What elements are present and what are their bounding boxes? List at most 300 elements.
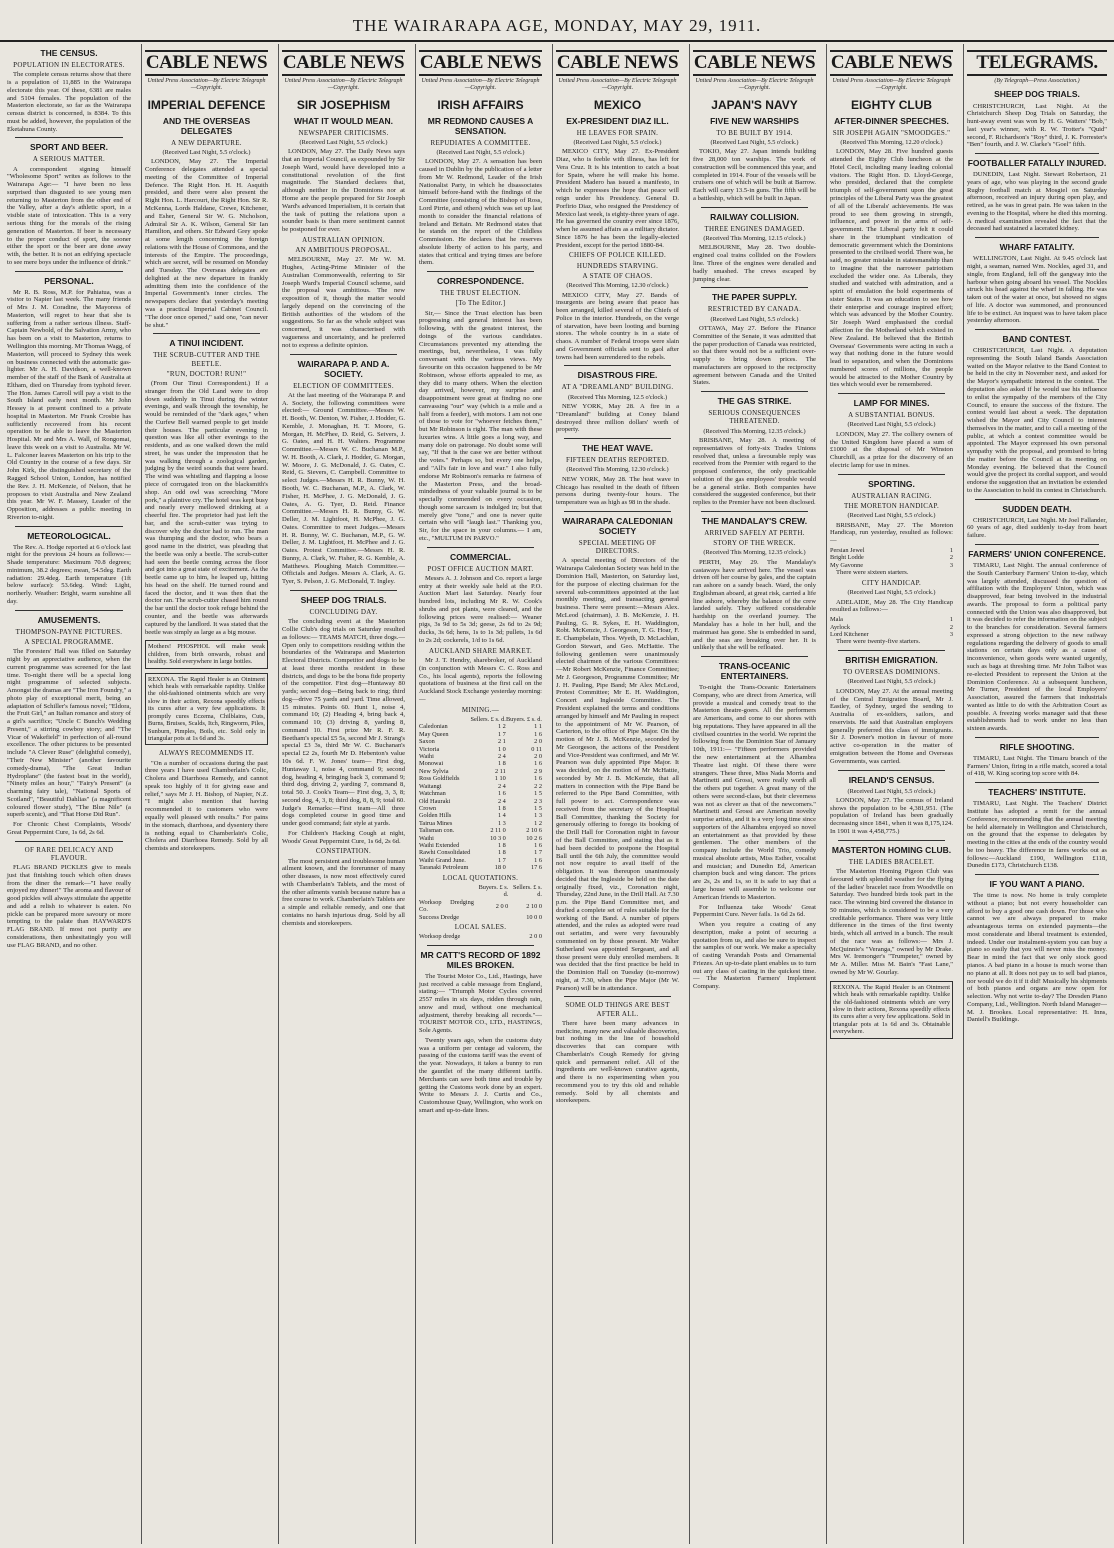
subheadline: A SUBSTANTIAL BONUS. (848, 411, 935, 420)
table-cell: 1 1 (534, 723, 542, 731)
article-body: LONDON, May 27. A sensation has been caused in Dublin by the publication of a letter from Mr W. Redmond, Leader of the Irish Nationalist Party, in which he disassociates himself before-hand with the findings of the Committee (consisting of the Bishop of Ross, Lord Pirrie, and others) which was set up last month to consider the financial relations of Ireland and Britain. Mr Redmond states that he stands on the report of the Childless Commission. He declares that he reserves absolute liberty of action to his party, and states that critical and trying times are before them. (419, 158, 542, 267)
table-cell: 18 0 (494, 864, 506, 872)
table-cell: Taranaki Petroleum (419, 864, 469, 872)
divider (427, 271, 534, 272)
subheadline: MINING.— (461, 705, 500, 714)
subheadline: CONSTIPATION. (315, 847, 372, 856)
section-banner: CABLE NEWS (145, 50, 268, 76)
table-row (419, 820, 542, 827)
byline: United Press Association—By Electric Telegraph—Copyright. (421, 78, 540, 92)
article-body: The concluding event at the Masterton Collie Club's dog trials on Saturday resulted as follows:— TEAMS MATCH, three dogs.— Open only to competitors residing within the boundaries of the Wairarapa and Masterton Electoral Districts. Competitor and dogs to be at least three months resident in these districts, and dogs to be the bona fide property of the competitor. First dog—Huntaway 80 yards; second dog—Being back to ring; third dog—drive 75 yards and yard. Time allowed, 15 minutes. Points 60. Hunt 1, noise 4, command 10; (2) Heading 4, bring back 4, command 10; (3) driving 8, yarding 8, command 10. First prize Mr R. F. R. Beetham's special £5 5s, second Mr J. Strang's special £3 3s, third Mr W. C. Buchanan's special £2 2s, fourth Mr D. Hebenton's value 10s 6d. F. W. Jones' team— First dog, Huntaway 1, noise 4, command 9; second dog, heading 4, bringing back 3, command 9; third dog, driving 2, yarding 7, command 8, total 50. J. Cook's Team— First dog, 3, 3, 8; second dog, 4, 3, 8; third dog, 8, 8, 9; total 60. Judge's Remarks:—First team—All three dogs completed course in good time and under good command; fair style at yards. (282, 618, 405, 828)
column-7 (826, 44, 956, 1544)
subheadline: [To The Editor.] (455, 299, 506, 308)
subheadline: ALWAYS RECOMMENDS IT. (158, 749, 255, 758)
column-1 (4, 44, 134, 1544)
subheadline: TO OVERSEAS DOMINIONS. (842, 668, 941, 677)
divider (15, 841, 123, 842)
received-line: (Received Last Night, 5.5 o'clock.) (847, 589, 936, 597)
table-row (419, 899, 542, 914)
table-cell: Ayrlock (830, 623, 851, 631)
received-line: (Received Last Night, 5.5 o'clock.) (162, 149, 251, 156)
table-cell: 1 6 (534, 730, 542, 738)
byline: United Press Association—By Electric Telegraph—Copyright. (147, 78, 266, 92)
table-cell: Waihi (419, 834, 434, 842)
divider (153, 333, 260, 334)
mining-table (419, 716, 542, 872)
table-cell: Mala (830, 616, 843, 624)
subheadline: RESTRICTED BY CANADA. (707, 305, 802, 314)
divider (838, 474, 945, 475)
divider (975, 782, 1099, 783)
article-body: The Tourist Motor Co., Ltd., Hastings, have just received a cable message from England, stating:— "Triumph Motor Cycles covered 2557 miles in six days, ridden through rain, snow and mud, without one mechanical adjustment, thereby breaking all records."— TOURIST MOTOR CO., LTD., HASTINGS, Sole Agents. (419, 972, 542, 1035)
table-cell: Rawhi Consolidated (419, 849, 471, 857)
subheadline: AUSTRALIAN OPINION. (302, 235, 385, 244)
article-body: When you require a coating of any description, make a point of securing a quotation from us, and also be sure to inspect the samples of our work. We make a specialty of casting Verandah Posts and Ornamental Friezes. An up-to-date plant enables us to turn out any class of casting in the quickest time.— The Masterton Farmers' Implement Company. (693, 921, 816, 991)
subheadline: POST OFFICE AUCTION MART. (427, 564, 534, 573)
table-cell: Bright Lodde (830, 554, 864, 562)
section-banner: CABLE NEWS (693, 50, 816, 76)
table-cell: 10 0 0 (526, 913, 542, 921)
subheadline: HE LEAVES FOR SPAIN. (576, 128, 659, 137)
headline: AMUSEMENTS. (37, 614, 101, 625)
article-body: At the last meeting of the Wairarapa P. and A. Society, the following committees were elected:— Ground Committee.—Messrs W. H. Booth, W. Denton, W. Fisher, J. Hodder, G. Kemble, J. Monaghan, H. T. Moore, G. Morgan, H. McPhee, D. Reid, G. Seivers, J. G. Oates, and H. H. Walters. Programme Committee.—Messrs W. C. Buchanan M.P., W. H. Booth, A. Clark, J. Hodder, G. Morgan, W. Moore, J. G. McDonald, J. G. Oates, C. Reid, G. Sievers, C. Campbell. Committee to select Judges.—Messrs H. R. Bunny, W. H. Booth, W. C. Buchanan, M.P., A. Clark, W. Fisher, H. McPhee, J. G. McDonald, J. G. Oates, A. G. Tyer, D. Reid. Finance Committee.—Messrs H. R. Bunny, G. W. Deller, J. M. Lightfoot, H. McPhee, J. G. Oates. Committee to meet Judges.—Messrs H. R. Bunny, W. C. Buchanan, M.P., G. W. Deller, J. M. Lightfoot, H. McPhee and J. G. Oates. Protest Committee.—Messrs H. R. Bunny, A. Clark, W. Fisher, R. G. Kemble, A. Matthews. Ploughing Match Committee.—Officials and Judges. Messrs A. Clark, A. G. Tyer, S. Pelson, J. G. McDonald, T. Ingley. (282, 391, 405, 586)
table-row (419, 857, 542, 864)
table-header (419, 716, 470, 723)
advertisement: For Influenza take Woods' Great Peppermint Cure. Never fails. 1s 6d 2s 6d. (693, 903, 816, 919)
headline: IRISH AFFAIRS (437, 97, 524, 112)
article-body: The time is now. No home is truly complete without a piano; but not every householder can afford to buy a good one cash down. For those who cannot we are always prepared to make advantageous terms on extended payments—the most considerate and liberal treatment is extended, indeed. Under our instalment-system you can buy a piano so easily that you will never miss the money. Bear in mind the fact that we only stock good pianos. A bad piano in a house is much worse than no piano at all. It does not pay us to sell bad pianos, nor would we do it if it did! Musically his shipments of both pianos and organs are now open for selection. Why not write to-day? The Dresden Piano Company, Ltd., Wellington. North Island Manager—M. J. Brookes. Local representative: H. Inns, Daniell's Buildings. (967, 892, 1107, 1024)
table-header: Buyers. £ s. d. (505, 715, 542, 723)
headline: TRANS-OCEANIC ENTERTAINERS. (718, 661, 791, 682)
divider (701, 391, 808, 392)
table-row (419, 914, 542, 921)
table-row (830, 554, 953, 561)
table-cell (474, 914, 508, 921)
advertisement: For Children's Hacking Cough at night, Woods' Great Peppermint Cure, 1s 6d, 2s 6d. (282, 829, 405, 845)
received-line: (Received This Morning, 12.35 o'clock.) (703, 549, 806, 557)
table-row (419, 746, 542, 753)
table-cell: 2 4 (497, 797, 506, 805)
received-line: (Received Last Night, 5.5 o'clock.) (710, 315, 799, 323)
table-cell: 2 0 0 (529, 933, 542, 941)
table-cell: 3 (949, 561, 953, 569)
headline: BAND CONTEST. (1002, 334, 1072, 345)
divider (975, 737, 1099, 738)
article-body: PERTH, May 29. The Mandalay's castaways have arrived here. The vessel was driven off her course by gales, and the captain ran ashore on a sandy beach. Ward, the only Englishman aboard, at great risk, carried a life line ashore, whereby the balance of the crew landed safely. They suffered considerable hardship on the overland journey. The Mandalay has a hole in her hull, and the mainmast has gone. She is embedded in sand, and the seas are breaking over her. It is unlikely that she will be refloated. (693, 558, 816, 652)
divider (701, 511, 808, 512)
article-body: "On a number of occasions during the past three years I have used Chamberlain's Colic, Cholera and Diarrhoea Remedy, and cannot speak too highly of it for giving ease and relief," says Mr J. H. Bishop, of Napier, N.Z. "I might also mention that having recommended it to customers who were equally well pleased with results." For pains in the stomach, diarrhoea, and dysentery there is nothing equal to Chamberlain's Colic, Cholera and Diarrhoea Remedy. Sold by all chemists and storekeepers. (145, 759, 268, 853)
divider (290, 354, 397, 355)
received-line: (Received Last Night, 5.5 o'clock.) (299, 138, 388, 146)
article-body: MEXICO CITY, May 27. Bands of insurgents are being aware that peace has been arranged, killed several of the Chiefs of Police in the interior. Hundreds, on the verge of starvation, have been looting and burning stores. The whole country is in a state of chaos. A number of Federal troops were slain and Government officials sent to gaol after towns had been surrendered to the rebels. (556, 291, 679, 361)
moreton-results-table (830, 547, 953, 569)
subheadline: A STATE OF CHAOS. (582, 271, 653, 280)
headline: THE MANDALAY'S CREW. (701, 515, 808, 526)
article-body: Mr R. B. Ross, M.P. for Pahiatua, was a visitor to Napier last week. The many friends of Mrs J. M. Coradine, the Mayoress of Masterton, will regret to hear that she is suffering from a rather serious illness. Staff-Captain Newbold, of the Salvation Army, who has been on a visit to Masterton, returns to Wellington this morning. Mr Thomas Wagg, of Masterton, will proceed to Sydney this week on business connected with the automatic gas-lighter. Mr A. H. Davidson, a well-known member of the staff of the Bank of Australia at Eltham, died on Thursday from typhoid fever. The Hon. James Carroll will pay a visit to the South Island early next month. Mr John Hessey is at present confined to a private hospital in Masterton. Mr Frank Crosbie has sufficiently recovered from his recent operation to be able to leave the Masterton Hospital. Mr and Mrs A. Wall, of Rongomai, leave this week on a visit to Australia. Mr W. L. Falconer leaves Masterton on his trip to the Old Country in the course of a few days. Sir John Kirk, the distinguished secretary of the Ragged School Union, London, has notified the Rev. J. H. McKenzie, of Nelson, that he proposes to visit Australia and New Zealand this year. Mr W. F. Massey, Leader of the Opposition, addresses a public meeting in Riverton to-night. (7, 288, 131, 521)
subheadline: "RUN, DOCTOR! RUN!" (166, 369, 247, 378)
section-banner: CABLE NEWS (830, 50, 953, 76)
table-cell: 1 8 (497, 849, 506, 857)
table-header: Buyers. £ s. d. (478, 883, 509, 899)
byline: United Press Association—By Electric Telegraph—Copyright. (284, 78, 403, 92)
received-line: (Received Last Night, 5.5 o'clock.) (710, 138, 799, 146)
headline: DISASTROUS FIRE. (577, 370, 658, 381)
table-row (419, 738, 542, 745)
divider (15, 271, 123, 272)
table-cell: Golden Hills (419, 812, 452, 820)
masthead-title: THE WAIRARAPA AGE, MONDAY, MAY 29, 1911. (352, 16, 762, 35)
section-banner: CABLE NEWS (419, 50, 542, 76)
article-body: The Foresters' Hall was filled on Saturday night by an appreciative audience, when the current programme was screened for the last time. To-night there will be a special long night programme of selected subjects. Amongst the dramas are "The Iron Foundry," a photo play of exceptional merit, being an adaptation of Schiller's famous novel; "Eldora, the Fruit Girl," an Italian romance and story of a girl's sacrifice; "Uncle C Bunch's Wedding Present," a stirring cowboy story; and "The Vicar of Wakefield" in perfection of all-round excellence. The other pictures to be presented include "A Clever Ruse" (delightful comedy), "Their New Minister" (another favourite comedy-drama), "The Great Indian Hydroplane" (the fastest boat in the world), "Ninety miles an hour," "Fairy's Present" (a charming fairy tale), "National Sports of Scotland", "Beautiful Dahlias" (a magnificent coloured flower study), "The Blue Nile" (a superb scenic), and "That Horse Did Run". (7, 648, 131, 819)
subheadline: SIR JOSEPH AGAIN "SMOODGES." (832, 128, 951, 137)
headline: SUDDEN DEATH. (1002, 503, 1072, 514)
article-body: LONDON, May 27. The Daily News says that an Imperial Council, as expounded by Sir Joseph Ward, would have developed into a constitutional revolution of the first magnitude. The Standard declares that, although neither in the Dominions nor at Home are the people prepared for Sir Joseph Ward's advanced Imperialism, it is certain that the task of putting the relations upon a sounder basis is than mere sentiment cannot be postponed for ever. (282, 148, 405, 234)
received-line: (Received This Morning, 12.5 o'clock.) (567, 393, 668, 401)
article-body: The Masterton Homing Pigeon Club was favoured with splendid weather for the flying of the ladies' bracelet race from Woodville on Saturday. Two hundred birds took part in the race. The winning bird covered the distance in 50 minutes, which is considered to be a very creditable performance. There was very little difference in the times of the first twenty birds, which all arrived in a bunch. The result of the race was as follows:— Mrs J. McQuinnie's "Veranga," owned by Mr Drake. Mrs W. Iremonger's "Trumpeter," owned by Mr A. Miller. Miss M. Bain's "Fast Lane," owned by Mr W. Gourlay. (830, 868, 953, 976)
article-body: LONDON, May 27. The census of Ireland shows the population to be 4,381,951. (The population of Ireland has been gradually decreasing since 1841, when it was 8,175,124. In 1901 it was 4,458,775.) (830, 796, 953, 835)
article-body: There were twenty-five starters. (836, 638, 921, 646)
divider (975, 874, 1099, 875)
table-row (419, 835, 542, 842)
subheadline: THE MORETON HANDICAP. (843, 501, 940, 510)
article-body: Messrs A. J. Johnson and Co. report a large entry at their weekly sale held at the P.O. Auction Mart last Saturday. Nearly four hundred lots, including Mr R. W. Cook's shrubs and pot plants, were cleared, and the following prices were realised:— Weaner pigs, 3s 9d to 5s 3d; geese, 2s 6d to 2s 9d; ducks, 3s 6d; hens, 1s to 1s 3d; pullets, 1s 6d to 2s 2d; cockerels, 1/d to 1s 6d. (419, 574, 542, 645)
table-cell: 17 6 (530, 864, 542, 872)
columns (4, 44, 1110, 1544)
headline: SHEEP DOG TRIALS. (994, 89, 1080, 100)
table-cell: 1 (949, 546, 953, 554)
divider (975, 153, 1099, 154)
received-line: (Received This Morning, 12.35 o'clock.) (703, 427, 806, 435)
table-cell: 2 4 (497, 752, 506, 760)
table-row (419, 849, 542, 856)
subheadline: ELECTION OF COMMITTEES. (293, 381, 394, 390)
column-5 (552, 44, 682, 1544)
column-8 (963, 44, 1110, 1544)
table-cell: 2 0 (534, 752, 542, 760)
article-body: LONDON, May 27. At the annual meeting of the Central Emigration Board, Mr J. Eastley, of Sydney, urged the sending to Australia of ex-soldiers, sailors, and reservists. He said that Australian employers generally preferred this class of immigrants. Sir J. Downer's motion in favour of more active co-operation in the matter of emigration between the Home and Overseas Governments, was carried. (830, 687, 953, 765)
headline: FARMERS' UNION CONFERENCE. (968, 549, 1106, 560)
table-cell: 2 (949, 554, 953, 562)
headline: RIFLE SHOOTING. (999, 741, 1075, 752)
table-cell: 1 6 (534, 842, 542, 850)
table-header-row (419, 716, 542, 723)
article-body: LONDON, May 27. The Imperial Conference delegates attended a special meeting of the Committee of Imperial Defence. The Right Hon. H. H. Asquith presided, and there were also present the Right Hon. L. Harcourt, the Right Hon. Sir R. McKenna, Lords Haldane, Crewe, Kitchener, and Esher, General Sir W. G. Nicholson, Admiral Sir A. K. Wilson, General Sir Ian Hamilton, and others. Sir Edward Grey spoke at some length concerning the foreign relations with the House of Commons, and the interests of the Empire. The proceedings, which are secret, will be resumed on Monday and Tuesday. The Overseas delegates are delighted at the new departure in frankly admitting them into the confidence of the Imperial Government's inner circles. The newspapers declare that yesterday's meeting was a practical Imperial Cabinet Council. "The door once opened," said one, "can never be shut." (145, 158, 268, 329)
table-row (419, 783, 542, 790)
headline: THE PAPER SUPPLY. (711, 292, 798, 303)
subheadline: OF RARE DELICACY AND FLAVOUR. (24, 845, 114, 862)
table-row (419, 723, 542, 730)
article-body: There were sixteen starters. (836, 569, 909, 577)
table-cell: Lord Kitchener (830, 630, 869, 638)
headline: JAPAN'S NAVY (711, 97, 798, 112)
table-cell: Monowai (419, 760, 444, 768)
table-row (419, 775, 542, 782)
subheadline: SOME OLD THINGS ARE BEST AFTER ALL. (565, 1001, 670, 1018)
subheadline: AND THE OVERSEAS DELEGATES (162, 115, 251, 136)
article-body: CHRISTCHURCH, Last Night. A deputation representing the South Island Bands Association waited on the Mayor relative to the Band Contest to be held in the city in November next, and asked for the Mayor's sympathetic interest in the contest. The deputation also asked if he would use his influence to enlist the sympathy of the members of the City Council, to ensure the success of the fixture. The contest would last about a week. The deputation wished the Mayor and City Council to interest themselves in the matter, and to call a meeting of the public, at which a contest committee would be appointed. The Mayor expressed his own personal sympathy with the proposal, and promised to bring the matter before the Council at its meeting on Monday evening. He believed that the Council would give the project its cordial support, and would endorse the suggestion that an invitation be extended to the Association to hold its contest in Christchurch. (967, 347, 1107, 494)
column-2 (141, 44, 271, 1544)
subheadline: REPUDIATES A COMMITTEE. (430, 138, 531, 147)
article-body: DUNEDIN, Last Night. Stewart Robertson, 21 years of age, who was playing in the second grade Rugby football match at Mosgiel on Saturday afternoon, received an injury during open play, and retired, as he was in great pain. He was taken in the evening to the Hospital, where he died this morning. A medical examination revealed the fact that the deceased had sustained a lacerated kidney. (967, 171, 1107, 233)
table-cell: 1 2 (497, 723, 506, 731)
headline: RAILWAY COLLISION. (710, 211, 799, 222)
table-row (419, 760, 542, 767)
article-body: LONDON, May 27. The colliery owners of the United Kingdom have placed a sum of £1000 at the disposal of Mr Winston Churchill, as a prize for the discovery of an electric lamp for use in mines. (830, 430, 953, 469)
table-cell: 1 5 (534, 804, 542, 812)
table-cell: 2 11 (495, 767, 506, 775)
subheadline: HUNDREDS STARVING. (576, 261, 659, 270)
table-row (419, 842, 542, 849)
table-cell: 1 8 (497, 760, 506, 768)
headline: IF YOU WANT A PIANO. (989, 879, 1085, 890)
article-body: There have been many advances in medicine, many new and valuable discoveries, but nothing in the line of household discoveries that can compare with Chamberlain's Cough Remedy for giving quick and permanent relief. All of the ingredients are well-known curative agents, and there is no experimenting when you recommend you to try this old and reliable remedy. Sold by all chemists and storekeepers. (556, 1019, 679, 1105)
subheadline: THOMPSON-PAYNE PICTURES. (15, 627, 123, 636)
table-row (830, 616, 953, 623)
headline: FOOTBALLER FATALLY INJURED. (967, 158, 1107, 169)
subheadline: EX-PRESIDENT DIAZ ILL. (566, 115, 669, 126)
table-cell: 0 11 (531, 745, 542, 753)
table-row (830, 624, 953, 631)
subheadline: AUSTRALIAN RACING. (851, 491, 932, 500)
article-body: WELLINGTON, Last Night. At 9.45 o'clock last night, a seaman, named Wm. Nockles, aged 31, and single, from England, fell off the gangway into the harbour when going aboard his vessel. The Nockles struck his head against the wharf in falling. He was taken out of the water at once, but showed no signs of life. A doctor was summoned, and pronounced life to be extinct. An inquest was to have taken place yesterday afternoon. (967, 255, 1107, 325)
article-body: TIMARU, Last Night. The Teachers' District Institute has adopted a remit for the annual Conference, recommending that the annual meeting be held alternately in Wellington and Christchurch, on the ground that the expense to delegates by meeting in the cities at the ends of the country would be too heavy. The difference in fares works out as follows:—Auckland £190, Wellington £118, Dunedin £173, Christchurch £138. (967, 800, 1107, 870)
table-cell: Talisman con. (419, 827, 455, 835)
advertisement (145, 673, 268, 746)
divider (975, 329, 1099, 330)
received-line: (Received This Morning, 12.30 o'clock.) (566, 282, 669, 290)
subheadline: NEWSPAPER CRITICISMS. (298, 128, 389, 137)
divider (701, 656, 808, 657)
article-body: MELBOURNE, May 27. Mr W. M. Hughes, Acting-Prime Minister of the Australian Commonwealth, referring to Sir Joseph Ward's Imperial Council scheme, said the proposal was ambitious. The new exposition of it, though the matter would largely depend on the convincing of the British authorities of the wisdom of the suggestions. So far as the whole subject was concerned, it was characterised with vagueness and uncertainty, and he preferred not to express a definite opinion. (282, 256, 405, 349)
divider (15, 610, 123, 611)
divider (427, 945, 534, 946)
headline: COMMERCIAL. (450, 551, 511, 562)
article-body: (From Our Tinui Correspondent.) If a stranger from the Old Land were to drop down suddenly in Tinui during the winter evenings, and walk through the township, he would be reminded of the "dark ages," when the Curfew Bell warned people to get inside their houses. The particular evening in question was like all other evenings to the residents, and as one walked down the mild street, he was under the impression that he was walking through a zoological garden, judging by the weird sounds that were heard. The wind was whistling and flapping a loose piece of corrugated iron on the blacksmith's shop. An odd owl was screeching "More pork," a plaintive cry. The hotel was kept busy and nearly every mellowed drinking at a cheerful fire. The proprietor had just left the bar, and the scrub-cutter was trying to discover why the doctor had to run. The man was thumping and the doctor, who bears a good name in the district, was pleading that the beetle was only a beetle. The scrub-cutter had seen the beetle coming across the floor and got into a great state of excitement. As the beetle came up to him, he leaped up, hitting his head on the shelf. He turned round and faced the doctor, and it was then that the doctor ran. The scrub-cutter chased him round the bar until the doctor took refuge behind the counter, and the beetle was afterwards captured by the landlord. It was stated that the beetle was simply as large as a big mouse. (145, 380, 268, 636)
table-cell: Watchman (419, 790, 446, 798)
table-cell: Waihi (419, 752, 434, 760)
subheadline: LOCAL SALES. (454, 923, 507, 932)
column-3 (278, 44, 408, 1544)
local-table (419, 884, 542, 921)
table-row (419, 812, 542, 819)
divider (15, 526, 123, 527)
article-body: OTTAWA, May 27. Before the Finance Committee of the Senate, it was admitted that the paper production of Canada was restricted, so that there would not be a sufficient over-supply to bring down prices. The manufacturers are opposed to the reciprocity agreement between Canada and the United States. (693, 324, 816, 387)
subheadline: LOCAL QUOTATIONS. (442, 873, 519, 882)
article-body: Mr J. T. Hendry, sharebroker, of Auckland (in conjunction with Messrs C. C. Ross and Co., his local agents), reports the following quotations of business at the first call on the Auckland Stock Exchange yesterday morning:— (419, 657, 542, 703)
article-body: LONDON, May 28. Five hundred guests attended the Eighty Club luncheon at the Hotel Cecil, including many leading colonial visitors. The Right Hon. D. Lloyd-George, who presided, declared that the complete triumph of self-government upon the great principles of the Liberal Party was the greatest of all of the Liberals' achievements. He was proud to see them growing in strength, influence, and power in the arms of self-government. The Liberal party felt it could share in the triumphant vindication of democratic government which the Dominions presented to the civilised world. There was, he said, no greater mistake in statesmanship than to imagine that the narrower patriotism excluded the wider one. As Liberals, they studied and watched with admiration, and a spirit of emulation the bold experiments of sister States. It was an education to see how their enterprise and courage inspired effort; which was advanced by the Mother Country. Sir Joseph Ward emphasised the cordial affection for the Motherland which existed in New Zealand. He believed that the British Overseas' Governments were acting in such a way that nothing done in the future would lead to separation, and when the Dominions numbered scores of millions, the people would be attracted to the Mother Country by ties which would ever be remembered. (830, 148, 953, 389)
divider (701, 287, 808, 288)
table-header-row (419, 884, 542, 899)
headline: MASTERTON HOMING CLUB. (831, 844, 952, 855)
table-row (419, 805, 542, 812)
table-cell: Waitangi (419, 782, 442, 790)
divider (564, 511, 671, 512)
headline: MEXICO (593, 97, 642, 112)
article-body: FLAG BRAND PICKLES give to meals just that finishing touch which often draws from the diner the remark—"I have really enjoyed my dinner!" The aroma and flavour of good pickles will always stimulate the appetite and add a relish to whatever is eaten. No pickle can be prepared more savoury or more tempting to the palate than HAYWARD'S FLAG BRAND. If most not purity are considerations, then unhesitatingly you will use FLAG BRAND, and no other. (7, 864, 131, 949)
table-cell: 1 6 (534, 760, 542, 768)
subheadline: FIVE NEW WARSHIPS (710, 115, 799, 126)
table-cell: 1 3 (497, 819, 506, 827)
divider (427, 547, 534, 548)
table-cell: 2 0 0 (495, 902, 509, 910)
headline: WAIRARAPA P. AND A. SOCIETY. (297, 358, 390, 379)
headline: WAIRARAPA CALEDONIAN SOCIETY (562, 515, 673, 536)
byline: United Press Association—By Electric Telegraph—Copyright. (695, 78, 814, 92)
table-cell: 1 8 (497, 842, 506, 850)
table-cell: 1 7 (497, 730, 506, 738)
received-line: (Received Last Night, 5.5 o'clock.) (847, 512, 936, 520)
table-row (419, 864, 542, 871)
article-body: MEXICO CITY, May 27. Ex-President Diaz, who is feeble with illness, has left for Vera Cruz. It is his intention to catch a boat for Spain, where he will make his home. President Madero has issued a manifesto, in which he expresses the hope that peace will reign under his Presidency. General D. Porfirio Diaz, who resigned the Presidency of Mexico last week, is eighty-three years of age. He has governed the country ever since 1876, when he assumed affairs as a military dictator. Since 1876 he has been the legally-elected President, except for the period 1880-84. (556, 148, 679, 249)
table-row (419, 768, 542, 775)
local-sales-table (419, 933, 542, 940)
article-body: TIMARU, Last Night. The Timaru branch of the Farmers' Union, firing in a rifle match, scored a total of 418, W. King scoring top score with 84. (967, 754, 1107, 778)
divider (975, 544, 1099, 545)
divider (290, 590, 397, 591)
table-cell: Persian Jewel (830, 546, 865, 554)
table-cell: Victoria (419, 745, 440, 753)
headline: SHEEP DOG TRIALS. (300, 594, 387, 605)
table-cell: 1 6 (534, 775, 542, 783)
subheadline: AN AMBITIOUS PROPOSAL. (295, 246, 392, 255)
table-cell: Worksop Dredging Co. (419, 898, 474, 914)
article-body: A special meeting of Directors of the Wairarapa Caledonian Society was held in the Dominion Hall, Masterton, on Saturday last, for the purpose of electing chairman for the several sub-committees appointed at the last monthly meeting, and transacting general business. There were present:—Messrs Alex. McLeod (chairman), J. B. McKenzie, J. H. Pauling, G. R. Sykes, E. H. Waddington, Robt. McKenzie, J. Georgeson, T. G. Hoar, F. E. Champbelain, Thos. Wyeth, D. McLachlan, Gordon Stewart, and Geo. McHattie. The following gentlemen were unanimously elected chairmen of the various Committees:—Mr Robert McKenzie, Finance Committee; Mr J. Georgeson, Programme Committee; Mr J. H. Pauling, Pipe Band; Mr Alex McLeod, Protest Committee; Mr E. H. Waddington, Concert and Ingleside Committee. The President explained the terms and conditions arranged by himself and Mr Pauling in respect to the appointment of Mr W. Pearson, of Carterton, to the office of Pipe Major. On the motion of Mr J. B. McKenzie, seconded by Mr Georgeson, the actions of the President and Vice-President was confirmed, and Mr W. Pearson was duly appointed Pipe Major. It was decided, on the motion of Mr McHattie, seconded by Mr J. B. McKenzie, that all matters in connection with the Pipe Band be referred to the Pipe Band Committee, with full power to act. Correspondence was received from the secretary of the Hospital Ball Committee, thanking the Society for generously offering to forego its booking of the Drill Hall for Coronation night in favour of the Ball Committee, and stating that as it had been decided to postpone the Hospital Ball until the 6th July, the committee would not now require to avail itself of the obligation. It was thereupon unanimously decided that the Ingleside be held on the date originally fixed, viz., Coronation night, Thursday, 22nd June, in the Drill Hall. At 7.30 p.m. the Pipe Band Committee met, and drafted a complete set of rules suitable for the working of the Band. A number of pipers attended, and the rules as adopted were read out seriatim, and were very favourably commented on by those present. Mr Walter Sutherland was appointed Sergeant, and all those present were duly enrolled members. It was decided that the first practice be held in the Dominion Hall on Tuesday (to-morrow) night, at 7.30, when the Pipe Major (Mr W. Pearson) will be in attendance. (556, 557, 679, 992)
table-cell: 2 2 (534, 782, 542, 790)
article-body: ADELAIDE, May 28. The City Handicap resulted as follows:— (830, 598, 953, 614)
subheadline: THE TRUST ELECTION. (440, 289, 521, 298)
subheadline: AT A "DREAMLAND" BUILDING. (561, 383, 674, 392)
headline: SPORT AND BEER. (29, 142, 109, 153)
headline: METEOROLOGICAL. (27, 530, 111, 541)
byline: United Press Association—By Electric Telegraph—Copyright. (558, 78, 677, 92)
table-row (419, 790, 542, 797)
table-row (419, 753, 542, 760)
subheadline: CITY HANDICAP. (861, 578, 922, 587)
divider (838, 770, 945, 771)
table-cell: 1 6 (534, 856, 542, 864)
article-body: TIMARU, Last Night. The annual conference of the South Canterbury Farmers' Union to-day, which was largely attended, discussed the question of affiliation with the Employers' Union, which was disapproved, fear being involved in the industrial awards. The proposal to form a political party connected with the Union was also disapproved, but it was decided to refer the information on the subject to the branches for consideration. Several farmers expressed a strong objection to the new railway regulations regarding the delivery of goods to small stations on certain days only as a cause of inconvenience, when goods were wanted urgently, such as bags at threshing time. Mr John Talbot was re-elected President to represent the Union at the Dominion Conference. At a subsequent luncheon, Mr Turner, President of the local Employers' Association, assured the farmers that industrials wanted as little to do with the Arbitration Court as possible. A freezing works manager said that these establishments had to work under no less than sixteen awards. (967, 562, 1107, 733)
subheadline: TO BE BUILT BY 1914. (716, 128, 793, 137)
advertisement (830, 981, 953, 1039)
table-cell: Tairua Mines (419, 819, 453, 827)
subheadline: AUCKLAND SHARE MARKET. (428, 646, 533, 655)
table-cell: 2 4 (497, 782, 506, 790)
subheadline: THREE ENGINES DAMAGED. (704, 224, 805, 233)
divider (564, 438, 671, 439)
table-cell: Success Dredge (419, 913, 460, 921)
subheadline: ARRIVED SAFELY AT PERTH. (704, 528, 805, 537)
table-cell: 1 10 (494, 775, 506, 783)
table-cell: 1 3 (534, 812, 542, 820)
table-cell: 1 6 (497, 790, 506, 798)
divider (975, 499, 1099, 500)
subheadline: AFTER-DINNER SPEECHES. (834, 115, 949, 126)
headline: MR CATT'S RECORD OF 1892 MILES BROKEN. (420, 949, 541, 970)
headline: THE GAS STRIKE. (717, 396, 792, 407)
table-cell: 10 3 0 (490, 834, 506, 842)
table-cell: Worksop dredge (419, 933, 461, 941)
table-row (830, 547, 953, 554)
table-cell: My Gavonne (830, 561, 864, 569)
received-line: (Received This Morning, 12.20 o'clock.) (840, 138, 943, 146)
received-line: (Received Last Night, 5.5 o'clock.) (847, 678, 936, 686)
advertisement (145, 640, 268, 668)
article-body: CHRISTCHURCH, Last Night. Mr Joel Fallander, 60 years of age, died suddenly to-day from heart failure. (967, 516, 1107, 540)
headline: IRELAND'S CENSUS. (848, 774, 935, 785)
table-cell: 2 (949, 623, 953, 631)
table-cell: 1 7 (497, 856, 506, 864)
subheadline: A SERIOUS MATTER. (32, 155, 106, 164)
headline: A TINUI INCIDENT. (169, 338, 244, 349)
subheadline: A NEW DEPARTURE. (171, 138, 242, 147)
subheadline: THE SCRUB-CUTTER AND THE BEETLE. (153, 351, 260, 368)
article-body: NEW YORK, May 28. A fire in a "Dreamland" building at Coney Island destroyed three million dollars' worth of property. (556, 403, 679, 434)
table-cell: 2 3 (534, 797, 542, 805)
table-row (419, 731, 542, 738)
divider (975, 237, 1099, 238)
subheadline: CHIEFS OF POLICE KILLED. (568, 251, 667, 260)
headline: THE HEAT WAVE. (582, 443, 653, 454)
subheadline: STORY OF THE WRECK. (713, 539, 796, 548)
headline: TEACHERS' INSTITUTE. (988, 787, 1086, 798)
article-body: CHRISTCHURCH, Last Night. At the Christchurch Sheep Dog Trials on Saturday, the hunt-away event was won by H. G. Watters' "Bob," last year's winner, with R. W. Trotter's "Quid" second, F. Richardson's "Roy" third, J. K. Forrester's "Ben" fourth, and J. W. Clarke's "Goel" fifth. (967, 102, 1107, 149)
subheadline: THE LADIES BRACELET. (848, 857, 935, 866)
article-body: BRISBANE, May 28. A meeting of representatives of forty-six Trades Unions resolved that, unless a favourable reply was received from the Premier with regard to the proposed conference, the only practicable solution of the gas employees' trouble would be a general strike. Both companies have considered the suggested conference, but their replies to the Premier have not been disclosed. (693, 437, 816, 507)
table-cell: 1 0 (497, 745, 506, 753)
article-body: To-night the Trans-Oceanic Entertainers Company, who are direct from America, will provide a musical and comedy treat to the Masterton theatre-goers. All the performers are Americans, and come to our shores with big reputations. They have appeared in all the civilised countries in the world. We reprint the following from the Dominion Star of January 10th, 1911:— "Fifteen performers provided the new entertainment at the Alhambra Theatre last night. Of these there were strangers. These three, Miss Nada Morris and Martinetti and Grossi, were really worth all the others put together. A great many of the others were second-class, but their cleverness was not as clever as that of the newcomers." Martinetti and Grossi are American novelty surprise artists, and it is a very long time since supporters of the Alhambra enjoyed so novel an entertainment as that provided by these gentlemen. The other members of the company include the World Trio, comedy musical absolute artists, Miss Esther, vocalist and musician; and Dunedin Ed, American champion buck and wing dancer. The prices are 2s, 2s and 1s, so it is safe to say that a large house will assemble to welcome our American friends to Masterton. (693, 684, 816, 901)
subheadline: WHAT IT WOULD MEAN. (294, 115, 393, 126)
section-banner: CABLE NEWS (556, 50, 679, 76)
ad-text: REXONA. The Rapid Healer is an Ointment which heals with remarkable rapidity. Unlike the old-fashioned ointments which are very slow in their action, Rexona speedily effects its cures after a very few applications. It promptly cures Eczema, Chilblains, Cuts, Burns, Bruises, Scalds, Itch, Ringworm, Piles, Sunburn, Pimples, Boils, etc. Sold only in triangular pots at 1s 6d and 3s. (148, 675, 265, 742)
table-row (419, 827, 542, 834)
table-cell: 1 2 (534, 819, 542, 827)
article-body: The complete census returns show that there is a population of 11,885 in the Wairarapa electorate this year. Of these, 6381 are males and 5104 females. The population of the Masterton electorate, so far as the Wairarapa census district is concerned, is 8384. To this must be added, however, the population of the Eketahuna County. (7, 71, 131, 133)
column-6 (689, 44, 819, 1544)
subheadline: POPULATION IN ELECTORATES. (13, 61, 125, 70)
divider (564, 365, 671, 366)
table-header (419, 884, 474, 899)
table-cell: 2 9 (534, 767, 542, 775)
table-cell: 1 4 (497, 812, 506, 820)
headline: THE CENSUS. (40, 48, 98, 58)
byline: United Press Association—By Electric Telegraph—Copyright. (832, 78, 951, 92)
divider (564, 996, 671, 997)
divider (15, 137, 123, 138)
article-body: A correspondent signing himself "Wholesome Sport" writes as follows to the Wairarapa Age:— "I have been no less surprised than disgusted to see young men returning to Masterton from the other end of the Valley, after a day's athletic sport, in a visible state of intoxication. This is a very serious thing for the morals of the rising generation of Masterton. If beer is necessary to the proper conduct of sport, the sooner either the sport or the beer are done away with, the better. It is not an edifying spectacle to see mere boys under the influence of drink." (7, 165, 131, 266)
divider (838, 840, 945, 841)
masthead (0, 8, 1114, 42)
table-header: Sellers. £ s. d. (512, 883, 542, 899)
table-cell: 10 2 6 (526, 834, 542, 842)
divider (838, 393, 945, 394)
headline: WHARF FATALITY. (999, 242, 1075, 253)
article-body: TOKIO, May 27. Japan intends building five 28,000 ton warships. The work of construction will be commenced this year, and completed in 1914. Four of the vessels will be cruisers one of which will be built at Barrow. Each will carry 13.5-in guns. The fifth will be a battleship, which will be built in Japan. (693, 148, 816, 202)
section-banner: CABLE NEWS (282, 50, 405, 76)
table-cell: 2 10 0 (526, 902, 542, 910)
headline: IMPERIAL DEFENCE (147, 97, 266, 112)
headline: SPORTING. (868, 478, 915, 489)
received-line: (Received Last Night, 5.5 o'clock.) (847, 421, 936, 429)
ad-text: Mothers! PHOSPHOL will make weak children, from birth onwards, robust and healthy. Sold everywhere in large bottles. (148, 643, 265, 666)
article-body: BRISBANE, May 27. The Moreton Handicap, run yesterday, resulted as follows:— (830, 521, 953, 545)
table-cell: Waihi Extended (419, 842, 460, 850)
city-results-table (830, 616, 953, 638)
article-body: The Rev. A. Hodge reported at 6 o'clock last night for the previous 24 hours as follows:— Shade temperature: Maximum 70.8 degrees; minimum, 38.2 degrees; mean, 54.5deg. Earth radiation: 29.4deg. Earth temperature (1ft below surface): 53.6deg. Wind: Light, northerly. Weather: Bright, warm sunshine all day. (7, 543, 131, 605)
table-row (830, 562, 953, 569)
table-row (419, 933, 542, 940)
advertisement: For Chronic Chest Complaints, Woods' Great Peppermint Cure, 1s 6d, 2s 6d. (7, 821, 131, 836)
article-body: NEW YORK, May 28. The heat wave in Chicago has resulted in the death of fifteen persons during twenty-four hours. The temperature was as high as 98 in the shade. (556, 475, 679, 507)
